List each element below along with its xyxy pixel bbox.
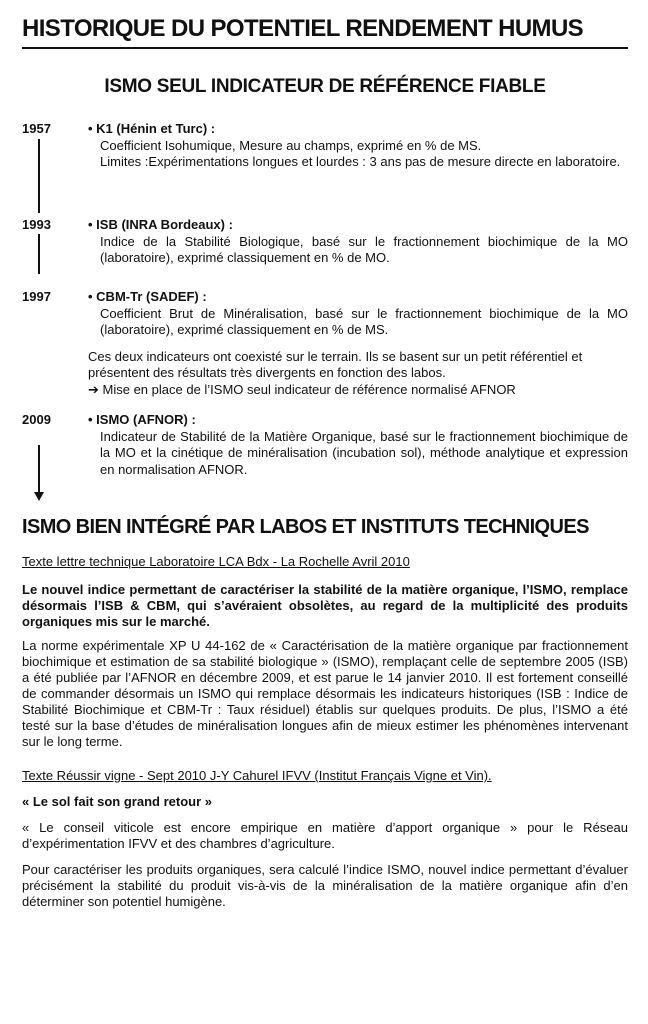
timeline-line-text: Coefficient Isohumique, Mesure au champs, exprimé en % de MS. <box>100 137 482 153</box>
timeline-year: 2009 <box>22 412 51 427</box>
timeline-note-conclusion <box>88 382 628 399</box>
timeline-heading: • CBM-Tr (SADEF) : <box>88 289 207 304</box>
timeline-body: Indice de la Stabilité Biologique, basé sur le fractionnement biochimique de la MO (laboratoire), exprimé classiquement en % de MO. <box>100 233 628 265</box>
timeline <box>22 121 628 478</box>
timeline-year: 1993 <box>22 217 51 232</box>
timeline-entry-2009 <box>22 412 628 478</box>
quote-heading: « Le sol fait son grand retour » <box>22 794 212 809</box>
lead-paragraph: Le nouvel indice permettant de caractériser la stabilité de la matière organique, l’ISMO, remplace désormais l’ISB & CBM, qui s’avéraient obsolètes, au regard de la multiplicité des produits organiques mis sur le marché. <box>22 582 628 629</box>
timeline-year: 1957 <box>22 121 51 136</box>
body-paragraph-2: « Le conseil viticole est encore empirique en matière d’apport organique » pour le Réseau d’expérimentation IFVV et des chambres d’agriculture. <box>22 820 628 851</box>
timeline-heading: • ISB (INRA Bordeaux) : <box>88 217 233 232</box>
timeline-note-arrow-text: Mise en place de l’ISMO seul indicateur de référence normalisé AFNOR <box>98 381 516 397</box>
timeline-entry-1957 <box>22 121 628 217</box>
timeline-arrow-icon <box>34 492 44 501</box>
body-paragraph-3: Pour caractériser les produits organiques, sera calculé l’indice ISMO, nouvel indice permettant d’évaluer précisément la stabilité du produit vis-à-vis de la minéralisation de la matière organique afin d’en déterminer son potentiel humigène. <box>22 862 628 909</box>
page-title: HISTORIQUE DU POTENTIEL RENDEMENT HUMUS <box>22 15 584 42</box>
source-reference-2: Texte Réussir vigne - Sept 2010 J-Y Cahurel IFVV (Institut Français Vigne et Vin). <box>22 768 492 783</box>
arrow-right-icon: ➔ <box>88 381 99 397</box>
title-rule <box>22 47 628 49</box>
timeline-body: Indicateur de Stabilité de la Matière Organique, basé sur le fractionnement biochimique de la MO et la cinétique de minéralisation (incubation sol), méthode analytique et expression en normalisation AFNOR. <box>100 428 628 477</box>
timeline-note <box>22 349 628 399</box>
timeline-entry-1997 <box>22 289 628 339</box>
timeline-entry-1993 <box>22 217 628 289</box>
timeline-heading: • ISMO (AFNOR) : <box>88 412 196 427</box>
limits-label: Limites : <box>100 154 149 169</box>
timeline-body: Coefficient Brut de Minéralisation, basé sur le fractionnement biochimique de la MO (laboratoire), exprimé classiquement en % de MS. <box>100 305 628 337</box>
timeline-body <box>88 138 628 171</box>
timeline-limits <box>100 154 628 171</box>
timeline-year: 1997 <box>22 289 51 304</box>
page-subtitle: ISMO SEUL INDICATEUR DE RÉFÉRENCE FIABLE <box>104 76 546 97</box>
section-title: ISMO BIEN INTÉGRÉ PAR LABOS ET INSTITUTS TECHNIQUES <box>22 516 589 538</box>
source-reference-1: Texte lettre technique Laboratoire LCA Bdx - La Rochelle Avril 2010 <box>22 554 410 569</box>
body-paragraph-1: La norme expérimentale XP U 44-162 de « Caractérisation de la matière organique par fractionnement biochimique et estimation de sa stabilité biologique » (ISMO), remplaçant celle de septembre 2005 (ISB) a été publiée par l’AFNOR en décembre 2009, et est parue le 14 janvier 2010. Il est fortement conseillé de commander désormais un ISMO qui remplace désormais les indicateurs historiques (ISB : Indice de Stabilité Biochimique et CBM-Tr : Taux résiduel) établis sur quelques produits. De plus, l’ISMO a été testé sur la base d’études de minéralisation longues afin de mieux estimer les phénomènes intervenant sur le long terme. <box>22 638 628 749</box>
timeline-note-text: Ces deux indicateurs ont coexisté sur le terrain. Ils se basent sur un petit référentiel et présentent des résultats très divergents en fonction des labos. <box>88 348 583 380</box>
timeline-heading: • K1 (Hénin et Turc) : <box>88 121 216 136</box>
limits-text: Expérimentations longues et lourdes : 3 ans pas de mesure directe en laboratoire. <box>148 154 621 169</box>
